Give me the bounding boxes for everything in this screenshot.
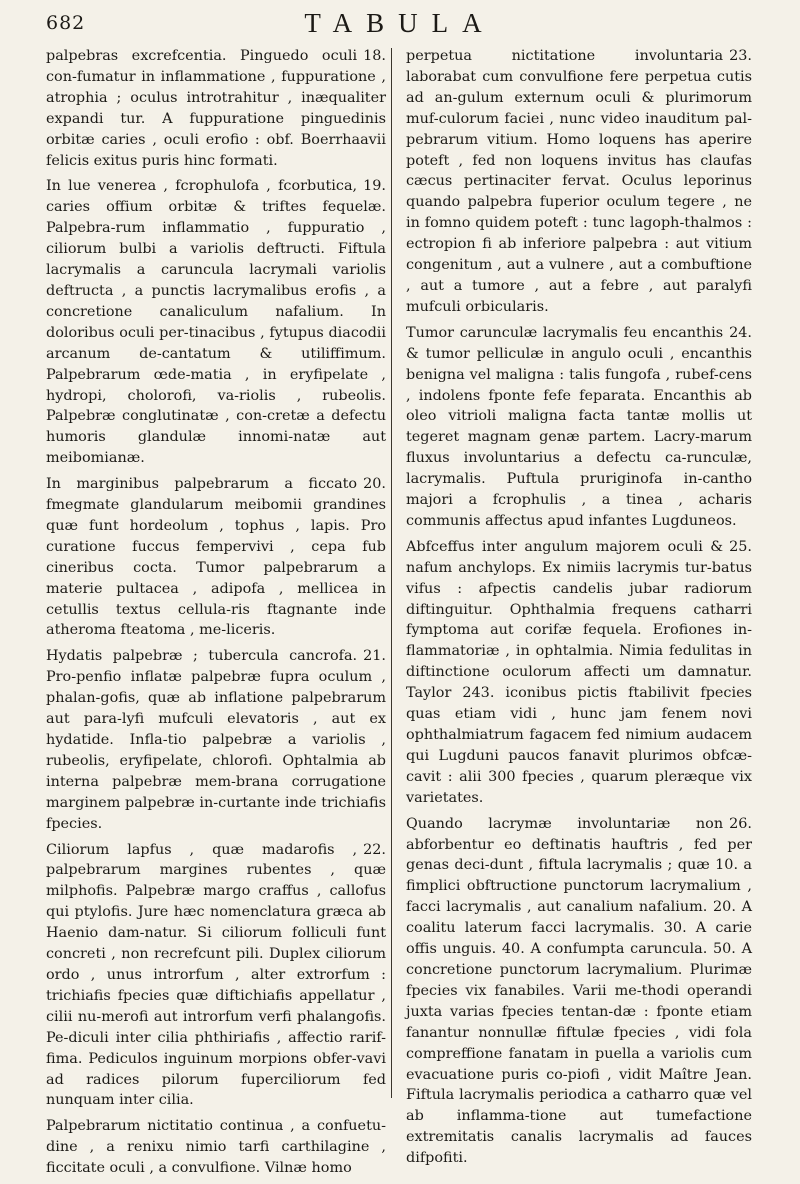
page-number: 682 xyxy=(46,12,86,34)
paragraph xyxy=(46,646,386,834)
paragraph-number: 18. xyxy=(363,48,386,64)
paragraph-number: 25. xyxy=(729,538,752,555)
running-head: TABULA xyxy=(304,8,496,38)
paragraph-text: Palpebrarum nictitatio continua , a confuetu-dine , a renixu nimio tarfi carthilagine , ficcitate oculi , a convulfione. Vilnæ homo xyxy=(46,1118,386,1177)
paragraph xyxy=(46,46,386,171)
paragraph-text: Quando lacrymæ involuntariæ non abforbentur eo deftinatis hauftris , fed per genas deci-dunt , fiftula lacrymalis ; quæ 10. a fimplici obftructione punctorum lacrymalium , facci lacrymalis , aut canalium nafalium. 20. A coalitu laterum facci lacrymalis. 30. A carie offis unguis. 40. A confumpta caruncula. 50. A concretione punctorum lacrymalium. Plurimæ fpecies vix fanabiles. Varii me-thodi operandi juxta varias fpecies tentan-dæ : fponte etiam fanantur nonnullæ fiftulæ fpecies , vidi fola compreffione fanatam in puella a variolis cum evacuatione puris co-piofi , vidit Maître Jean. Fiftula lacrymalis periodica a catharro quæ vel ab inflamma-tione aut tumefactione extremitatis canalis lacrymalis ad fauces difpofiti. xyxy=(406,815,752,1167)
paragraph-text: Hydatis palpebræ ; tubercula cancrofa. Pro-penfio inflatæ palpebræ fupra oculum , phalan-gofis, quæ ab inflatione palpebrarum aut para-lyfi mufculi elevatoris , aut ex hydatide. Infla-tio palpebræ a variolis , rubeolis, eryfipelate, chlorofi. Ophtalmia ab interna palpebræ mem-brana corrugatione marginem palpebræ in-curtante inde trichiafis fpecies. xyxy=(46,648,386,832)
paragraph xyxy=(406,46,752,318)
paragraph xyxy=(46,474,386,641)
left-column xyxy=(46,46,386,1184)
paragraph-number: 22. xyxy=(363,841,386,858)
paragraph-number: 23. xyxy=(729,48,752,64)
paragraph-text: Abfceffus inter angulum majorem oculi & nafum anchylops. Ex nimiis lacrymis tur-batus vifus : afpectis candelis jubar radiorum diftinguitur. Ophthalmia frequens catharri fymptoma aut corifæ fequela. Erofiones in-flammatoriæ , in ophtalmia. Nimia fedulitas in diftinctione oculorum affecti um damnatur. Taylor 243. iconibus pictis ftabilivit fpecies quas etiam vidi , hunc jam fenem novi ophthalmiatrum fagacem fed nimium audacem qui Lugduni paucos fanavit plurimos obfcæ-cavit : alii 300 fpecies , quarum pleræque vix varietates. xyxy=(406,538,752,806)
paragraph-text: Tumor carunculæ lacrymalis feu encanthis & tumor pelliculæ in angulo oculi , encanthis benigna vel maligna : talis fungofa , rubef-cens , indolens fponte fefe feparata. Encanthis ab oleo vitrioli maligna facta tantæ mollis ut tegeret magnam genæ partem. Lacry-marum fluxus involuntarius a defectu ca-runculæ, lacrymalis. Puftula pruriginofa in-cantho majori a fcrophulis , a tinea , acharis communis affectus apud infantes Lugduneos. xyxy=(406,324,752,529)
paragraph-text: In marginibus palpebrarum a ficcato fmegmate glandularum meibomii grandines quæ funt hordeolum , tophus , lapis. Pro curatione fuccus fempervivi , cepa fub cineribus cocta. Tumor palpebrarum a materie pultacea , adipofa , mellicea in cetullis textus cellula-ris ftagnante inde atheroma fteatoma , me-liceris. xyxy=(46,476,386,639)
paragraph-number: 19. xyxy=(363,178,386,195)
right-column xyxy=(406,46,752,1174)
paragraph xyxy=(46,840,386,1112)
paragraph xyxy=(46,1116,386,1179)
column-divider xyxy=(391,48,392,1098)
paragraph xyxy=(406,537,752,809)
paragraph-number: 24. xyxy=(729,324,752,341)
paragraph-text: In lue venerea , fcrophulofa , fcorbutica, caries offium orbitæ & triftes fequelæ. Palpebra-rum inflammatio , fuppuratio , ciliorum bulbi a variolis deftructi. Fiftula lacrymalis a caruncula lacrymali variolis deftructa , a punctis lacrymalibus erofis , a concretione canaliculum nafalium. In doloribus oculi per-tinacibus , fytupus diacodii arcanum de-cantatum & utiliffimum. Palpebrarum œde-matia , in eryfipelate , hydropi, cholorofi, va-riolis , rubeolis. Palpebræ conglutinatæ , con-cretæ a defectu humoris glandulæ innomi-natæ aut meibomianæ. xyxy=(46,178,386,467)
paragraph-number: 21. xyxy=(363,648,386,665)
paragraph-text: perpetua nictitatione involuntaria laborabat cum convulfione fere perpetua cutis ad an-gulum externum oculi & plurimorum muf-culorum faciei , nunc video inauditum pal-pebrarum vitium. Homo loquens has aperire poteft , fed non loquens invitus has claufas cæcus pertinaciter fervat. Oculus leporinus quando palpebra fuperior oculum tegere , ne in fomno quidem poteft : tunc lagoph-thalmos : ectropion fi ab inferiore palpebra : aut vitium congenitum , aut a vulnere , aut a combuftione , aut a tumore , aut a febre , aut paralyfi mufculi orbicularis. xyxy=(406,48,752,315)
paragraph-text: Ciliorum lapfus , quæ madarofis , palpebrarum margines rubentes , quæ milphofis. Palpebræ margo craffus , callofus qui ptylofis. Jure hæc nomenclatura græca ab Haenio dam-natur. Si ciliorum folliculi funt concreti , non recrefcunt pili. Duplex ciliorum ordo , unus introrfum , alter extrorfum : trichiafis fpecies quæ diftichiafis appellatur , cilii nu-merofi aut introrfum verfi phalangofis. Pe-diculi inter cilia phthiriafis , affectio rarif-fima. Pediculos inguinum morpions obfer-vavi ad radices pilorum fuperciliorum fed nunquam inter cilia. xyxy=(46,841,386,1109)
paragraph xyxy=(406,323,752,532)
paragraph-number: 20. xyxy=(363,476,386,493)
paragraph xyxy=(46,176,386,469)
paragraph-number: 26. xyxy=(729,815,752,832)
paragraph-text: palpebras excrefcentia. Pinguedo oculi con-fumatur in inflammatione , fuppuratione , atrophia ; oculus introtrahitur , inæqualiter expandi tur. A fuppuratione pinguedinis orbitæ caries , oculi erofio : obf. Boerrhaavii felicis exitus puris hinc formati. xyxy=(46,48,386,169)
paragraph xyxy=(406,814,752,1169)
